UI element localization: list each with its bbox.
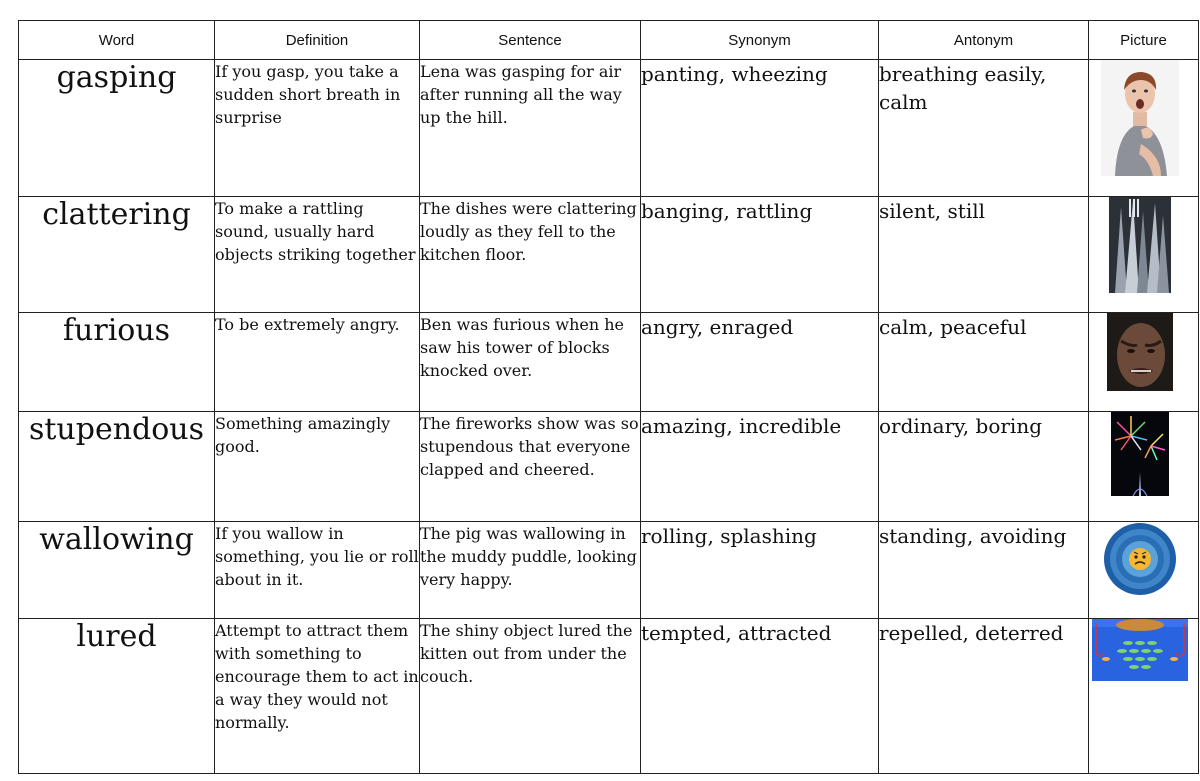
header-picture: Picture [1089,21,1199,60]
table-row [19,412,1199,522]
header-sentence: Sentence [420,21,641,60]
header-definition: Definition [215,21,420,60]
definition-cell: If you gasp, you take a sudden short breath in surprise [215,60,420,197]
word-cell: clattering [19,197,215,313]
fireworks-photo-icon [1111,412,1169,496]
sentence-cell: Lena was gasping for air after running all the way up the hill. [420,60,641,197]
word-cell: stupendous [19,412,215,522]
word-cell: gasping [19,60,215,197]
synonym-cell: rolling, splashing [641,522,879,619]
picture-cell [1089,619,1199,774]
table-row [19,197,1199,313]
definition-cell: Something amazingly good. [215,412,420,522]
sentence-cell: The pig was wallowing in the muddy puddle, looking very happy. [420,522,641,619]
table-row [19,522,1199,619]
header-row [19,21,1199,60]
cutlery-photo-icon [1109,197,1171,293]
sentence-cell: The shiny object lured the kitten out from under the couch. [420,619,641,774]
definition-cell: Attempt to attract them with something to encourage them to act in a way they would not normally. [215,619,420,774]
antonym-cell: silent, still [879,197,1089,313]
header-antonym: Antonym [879,21,1089,60]
antonym-cell: ordinary, boring [879,412,1089,522]
word-cell: furious [19,313,215,412]
synonym-cell: banging, rattling [641,197,879,313]
sad-face-ripples-icon [1100,522,1180,596]
sentence-cell: The dishes were clattering loudly as they fell to the kitchen floor. [420,197,641,313]
antonym-cell: standing, avoiding [879,522,1089,619]
vocabulary-table [18,20,1199,774]
antonym-cell: repelled, deterred [879,619,1089,774]
definition-cell: If you wallow in something, you lie or roll about in it. [215,522,420,619]
synonym-cell: angry, enraged [641,313,879,412]
word-cell: lured [19,619,215,774]
word-cell: wallowing [19,522,215,619]
header-synonym: Synonym [641,21,879,60]
synonym-cell: tempted, attracted [641,619,879,774]
picture-cell [1089,197,1199,313]
gasping-woman-photo-icon [1101,60,1179,176]
definition-cell: To be extremely angry. [215,313,420,412]
antonym-cell: calm, peaceful [879,313,1089,412]
sentence-cell: The fireworks show was so stupendous that everyone clapped and cheered. [420,412,641,522]
definition-cell: To make a rattling sound, usually hard objects striking together [215,197,420,313]
table-row [19,60,1199,197]
synonym-cell: panting, wheezing [641,60,879,197]
angry-face-photo-icon [1107,313,1173,391]
header-word: Word [19,21,215,60]
synonym-cell: amazing, incredible [641,412,879,522]
table-row [19,313,1199,412]
sentence-cell: Ben was furious when he saw his tower of blocks knocked over. [420,313,641,412]
picture-cell [1089,313,1199,412]
antonym-cell: breathing easily, calm [879,60,1089,197]
table-row [19,619,1199,774]
picture-cell [1089,60,1199,197]
picture-cell [1089,412,1199,522]
picture-cell [1089,522,1199,619]
fish-lure-illustration-icon [1092,619,1188,681]
